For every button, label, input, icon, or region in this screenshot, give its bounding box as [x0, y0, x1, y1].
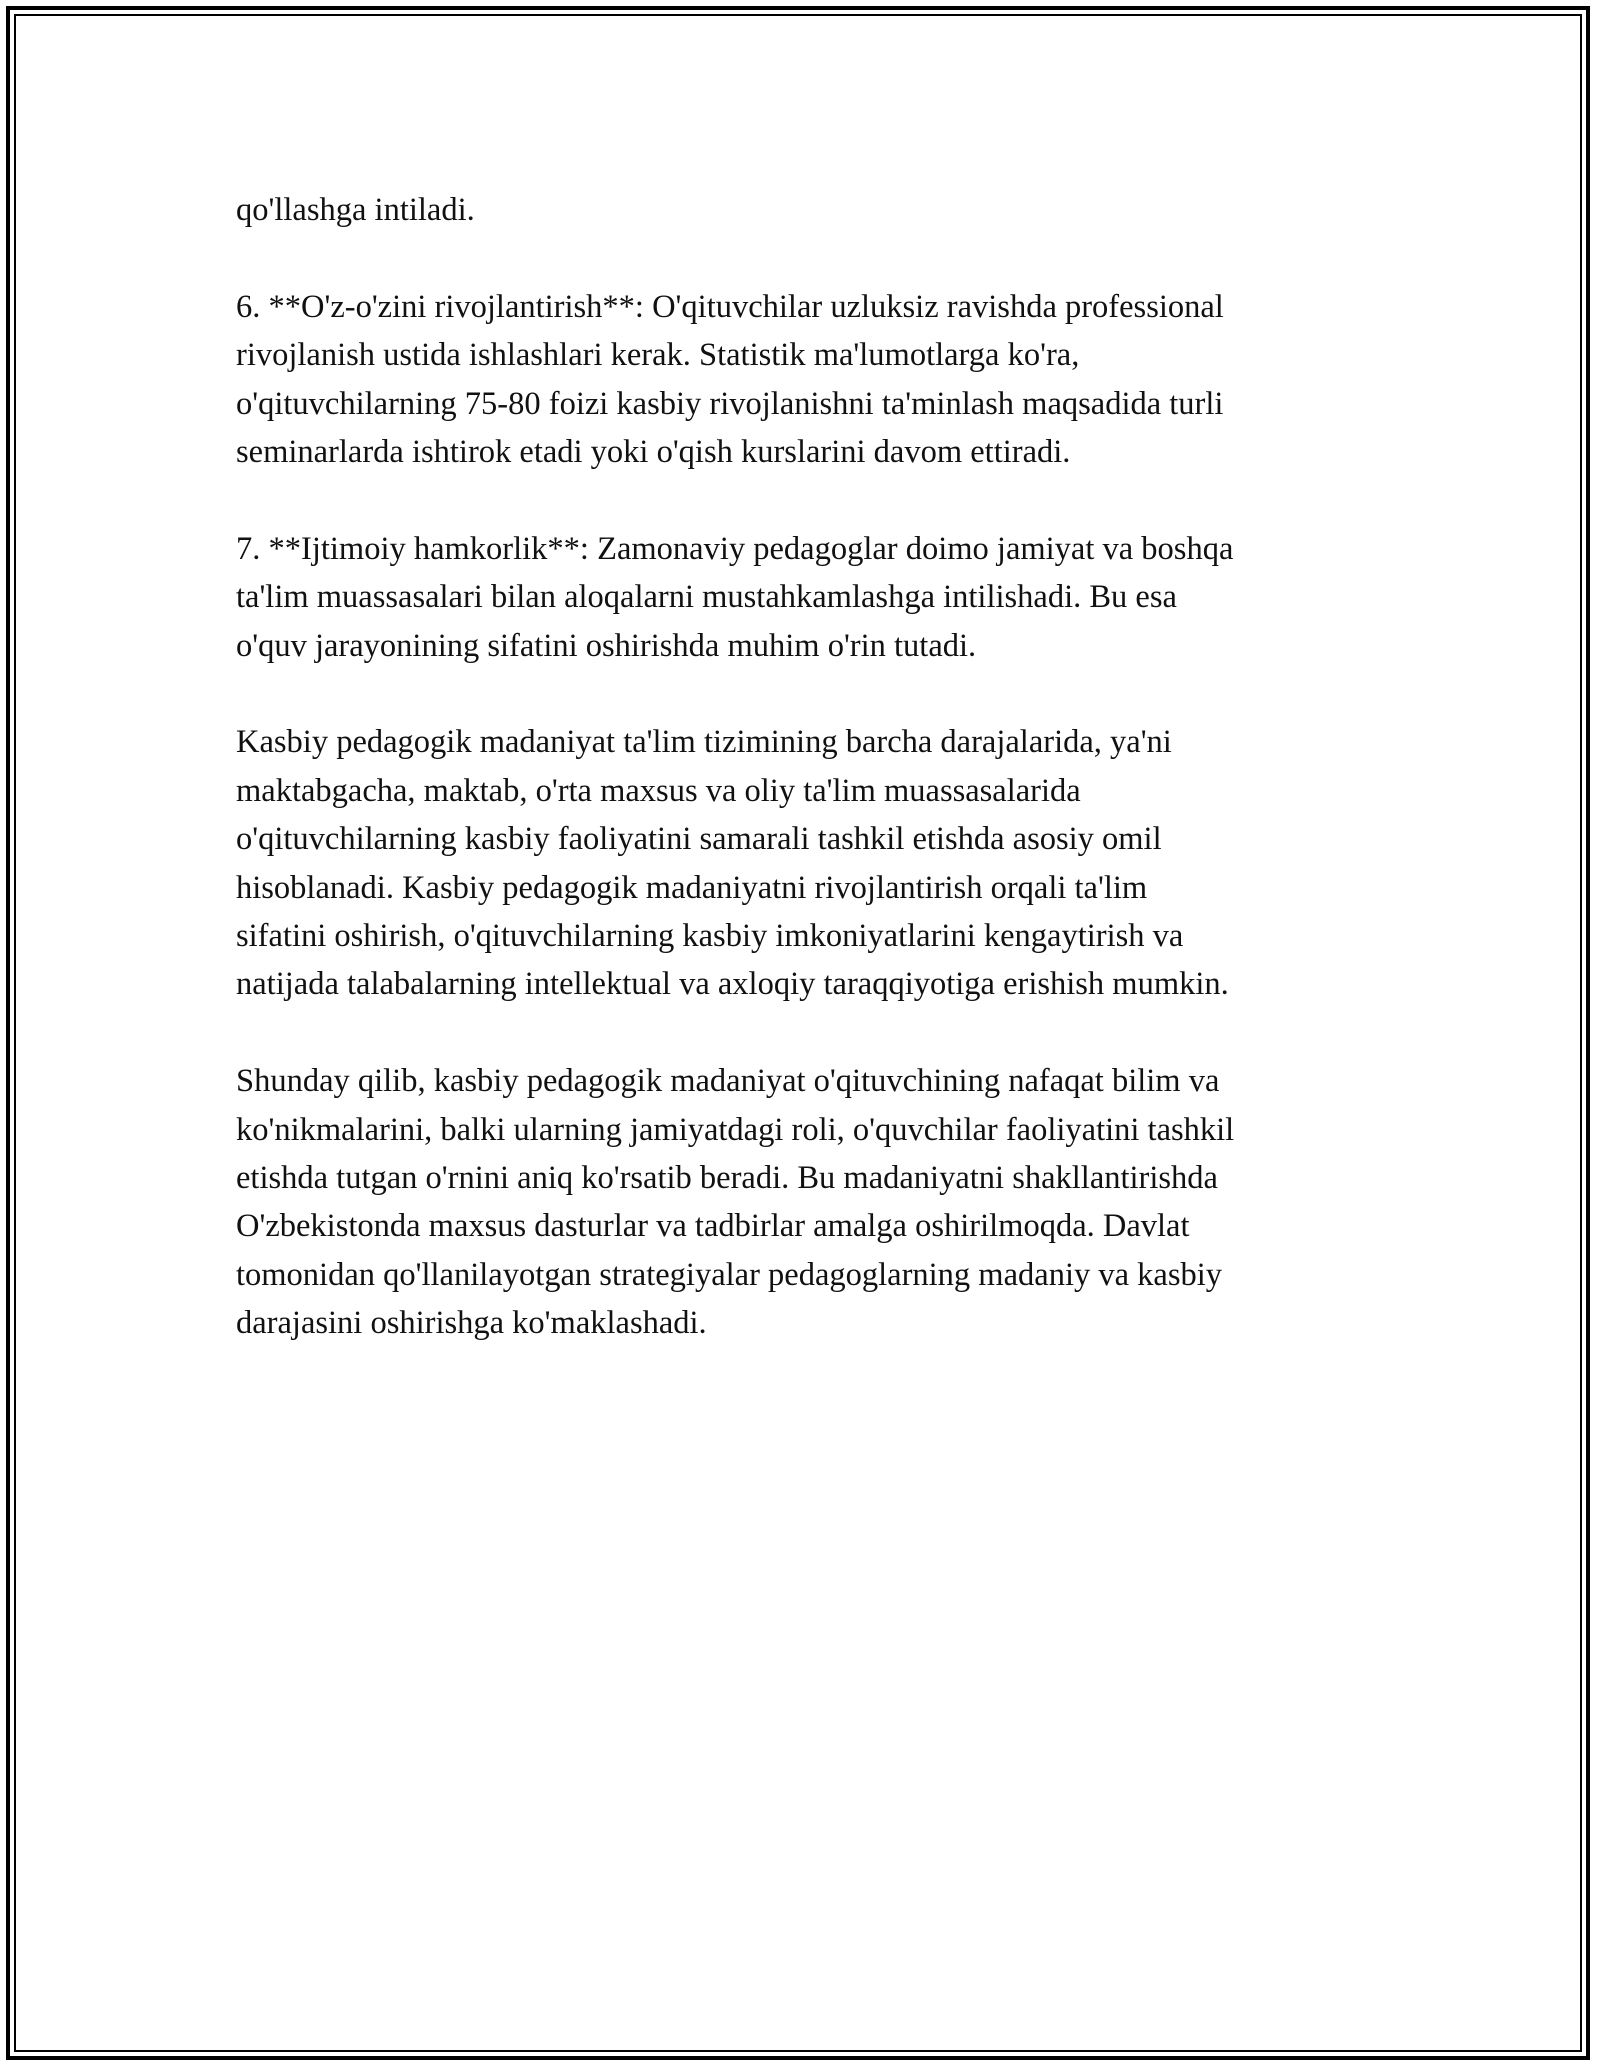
text-line: o'quv jarayonining sifatini oshirishda muhim o'rin tutadi. — [236, 627, 977, 664]
text-line: O'zbekistonda maxsus dasturlar va tadbirlar amalga oshirilmoqda. Davlat — [236, 1208, 1190, 1245]
document-body — [236, 186, 1386, 1396]
paragraph-professional-culture — [236, 718, 1386, 1008]
paragraph-continuation — [236, 186, 1386, 234]
text-line: 7. **Ijtimoiy hamkorlik**: Zamonaviy pedagoglar doimo jamiyat va boshqa — [236, 530, 1234, 567]
paragraph-social-cooperation — [236, 525, 1386, 670]
text-line: hisoblanadi. Kasbiy pedagogik madaniyatni rivojlantirish orqali ta'lim — [236, 869, 1148, 906]
text-line: qo'llashga intiladi. — [236, 192, 475, 228]
text-line: darajasini oshirishga ko'maklashadi. — [236, 1305, 707, 1342]
text-line: etishda tutgan o'rnini aniq ko'rsatib beradi. Bu madaniyatni shakllantirishda — [236, 1160, 1218, 1197]
text-line: Kasbiy pedagogik madaniyat ta'lim tizimining barcha darajalarida, ya'ni — [236, 724, 1172, 761]
text-line: o'qituvchilarning kasbiy faoliyatini samarali tashkil etishda asosiy omil — [236, 821, 1162, 858]
text-line: 6. **O'z-o'zini rivojlantirish**: O'qituvchilar uzluksiz ravishda professional — [236, 288, 1224, 325]
text-line: natijada talabalarning intellektual va axloqiy taraqqiyotiga erishish mumkin. — [236, 966, 1229, 1003]
text-line: o'qituvchilarning 75-80 foizi kasbiy rivojlanishni ta'minlash maqsadida turli — [236, 385, 1224, 422]
text-line: ta'lim muassasalari bilan aloqalarni mustahkamlashga intilishadi. Bu esa — [236, 579, 1177, 616]
text-line: sifatini oshirish, o'qituvchilarning kasbiy imkoniyatlarini kengaytirish va — [236, 918, 1184, 955]
text-line: seminarlarda ishtirok etadi yoki o'qish kurslarini davom ettiradi. — [236, 434, 1071, 471]
text-line: tomonidan qo'llanilayotgan strategiyalar pedagoglarning madaniy va kasbiy — [236, 1256, 1222, 1293]
paragraph-self-development — [236, 283, 1386, 477]
paragraph-conclusion — [236, 1057, 1386, 1347]
text-line: maktabgacha, maktab, o'rta maxsus va oliy ta'lim muassasalarida — [236, 772, 1081, 809]
text-line: rivojlanish ustida ishlashlari kerak. Statistik ma'lumotlarga ko'ra, — [236, 337, 1080, 374]
text-line: ko'nikmalarini, balki ularning jamiyatdagi roli, o'quvchilar faoliyatini tashkil — [236, 1111, 1235, 1148]
text-line: Shunday qilib, kasbiy pedagogik madaniyat o'qituvchining nafaqat bilim va — [236, 1063, 1220, 1100]
